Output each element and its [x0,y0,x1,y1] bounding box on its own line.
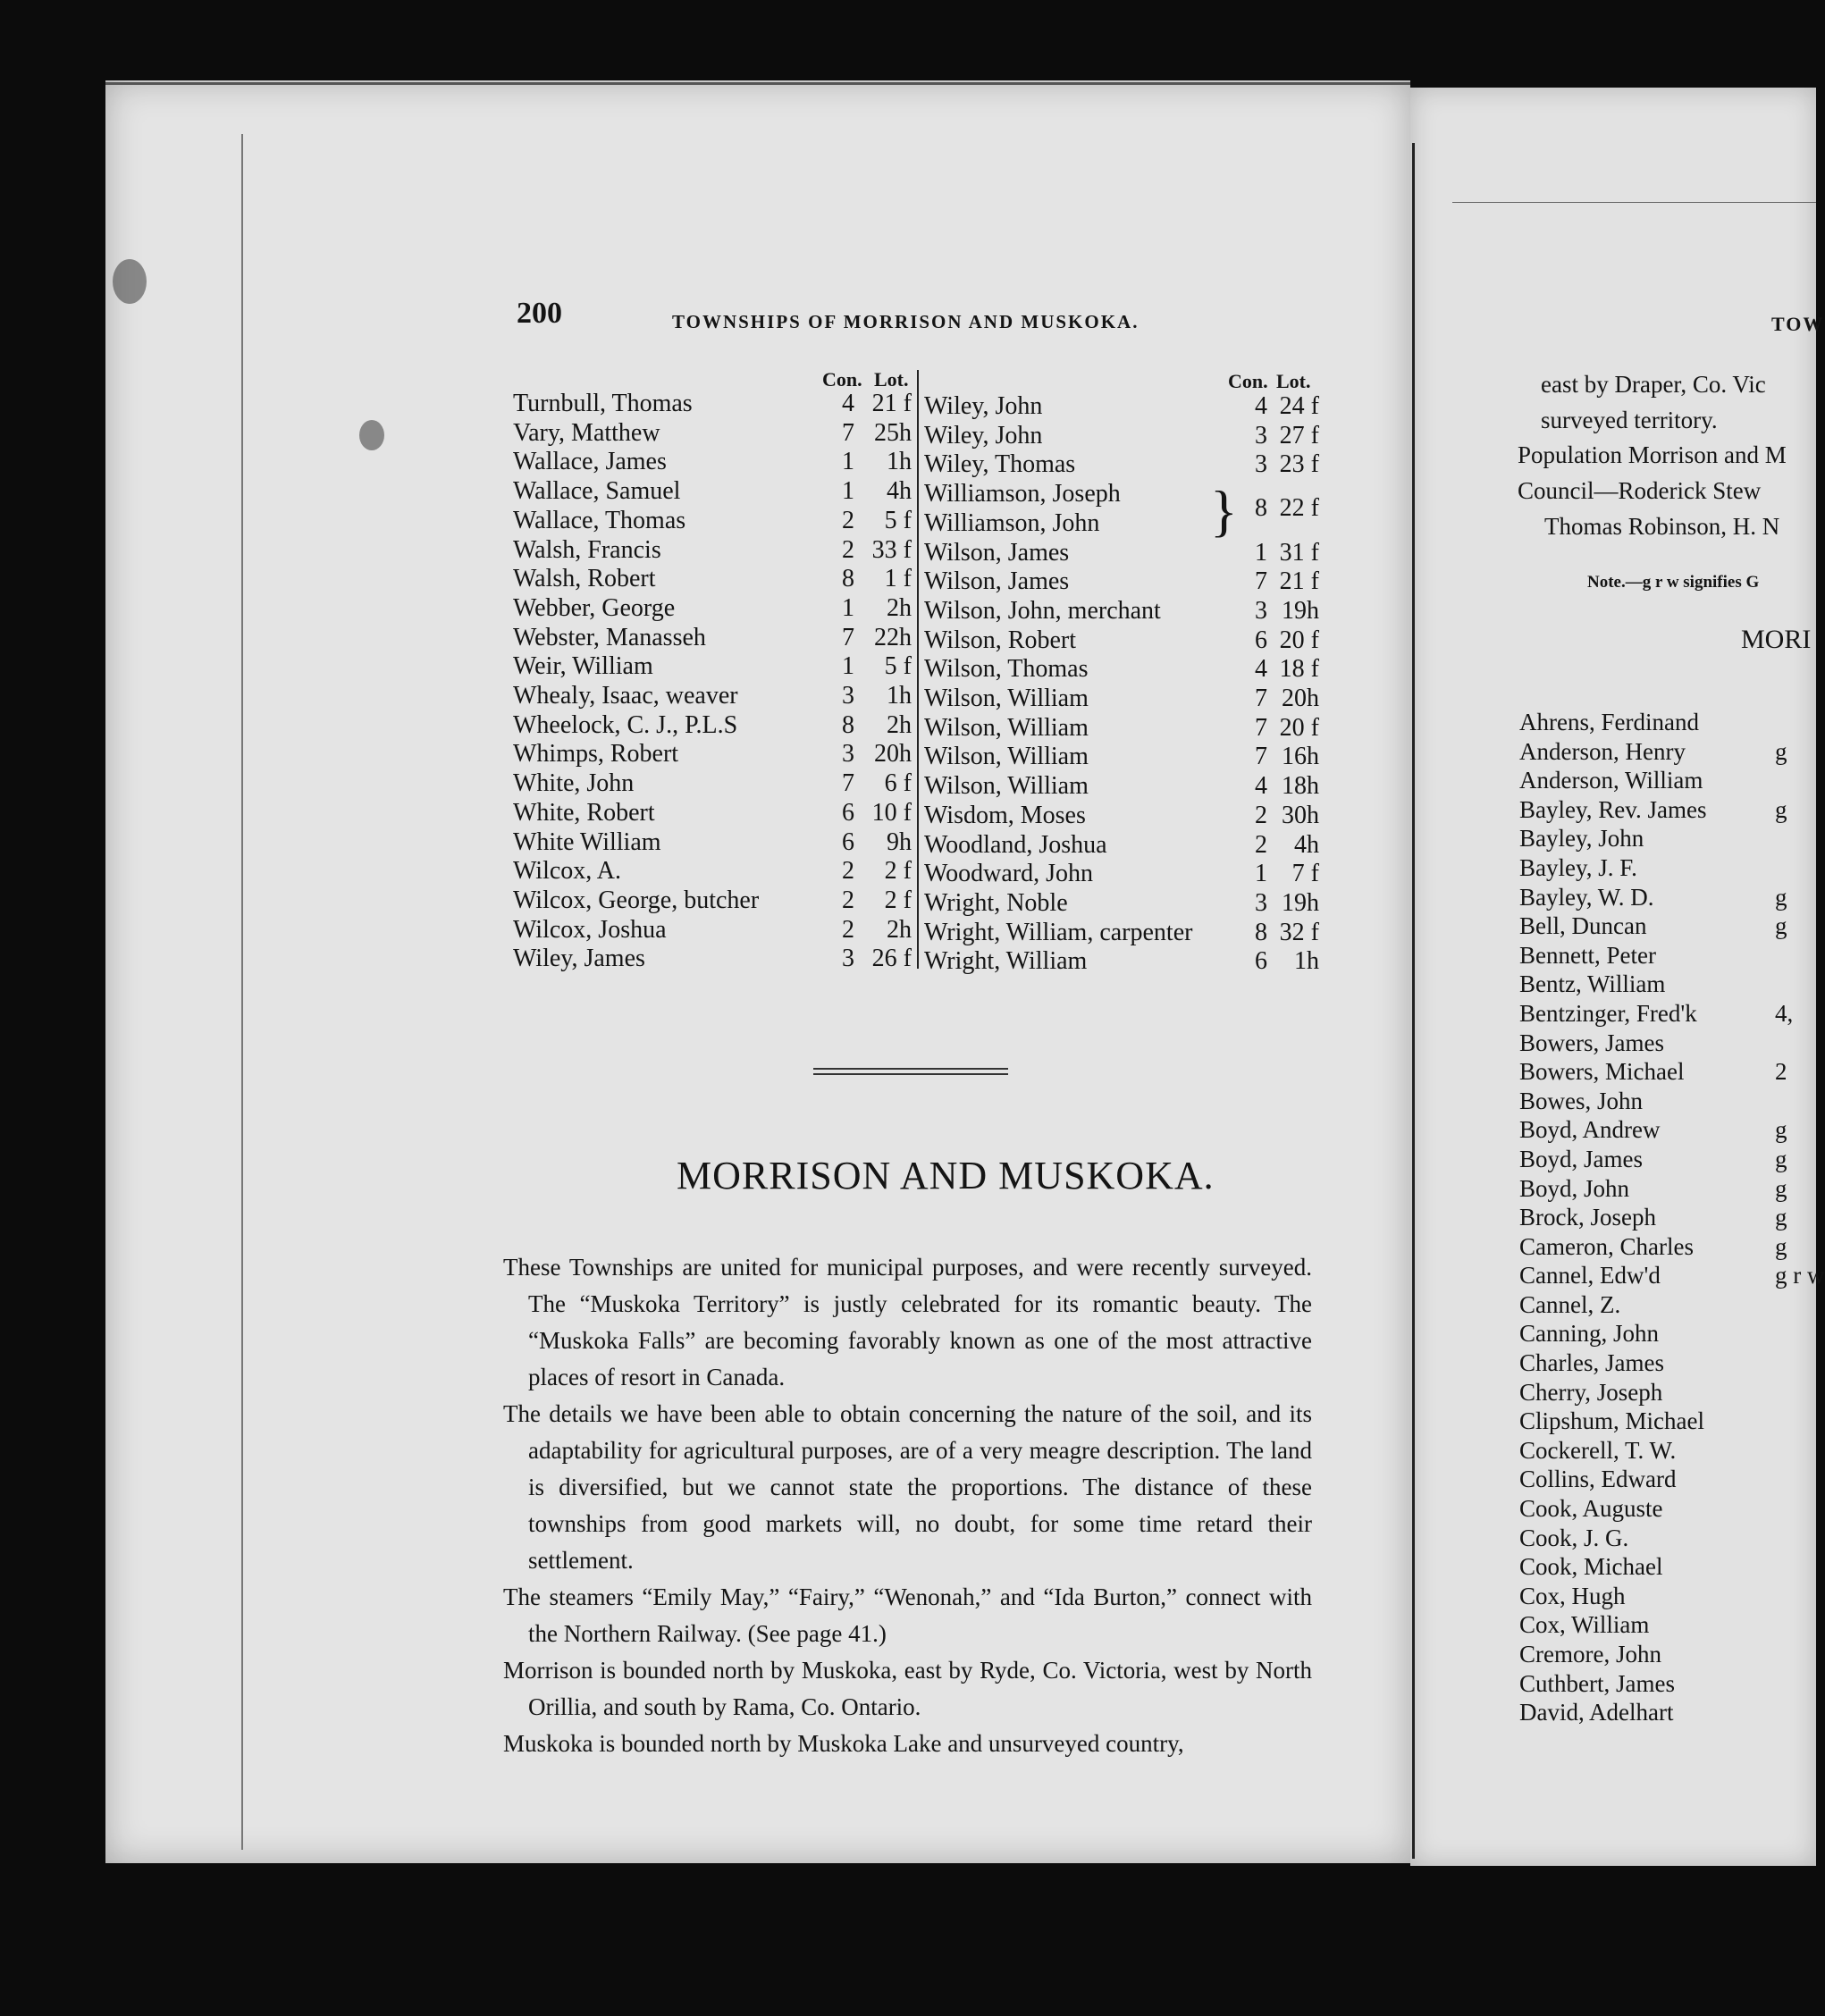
brace-symbol: } [1210,479,1238,542]
entry-lot: 9h [887,827,912,856]
entry-name: Wilcox, A. [513,857,621,886]
entry-lot: 16h [1282,743,1319,771]
list-item [1519,1290,1706,1320]
list-item [1519,1494,1706,1524]
entry-name: Webber, George [513,593,676,622]
right-section: MORI [1741,625,1812,654]
entry-name: Webster, Manasseh [513,623,706,651]
entry-lot: 20 f [1279,626,1319,654]
list-item [1519,999,1794,1029]
list-item [1519,941,1706,970]
col-header-lot-right: Lot. [1276,370,1311,392]
entry-lot: 7 f [1291,860,1319,888]
right-running-title: TOW [1771,313,1825,335]
entry-name: Wheelock, C. J., P.L.S [513,710,738,739]
col-header-lot-left: Lot. [874,368,909,391]
entry-name: Wilcox, Joshua [513,915,667,944]
entry-name: Whealy, Isaac, weaver [513,682,738,710]
body-text [503,1249,1312,1762]
list-item [1519,708,1706,737]
col-header-con-left: Con. [822,368,862,391]
list-item-name: Cox, Hugh [1519,1582,1626,1609]
entry-con: 8 [842,565,854,593]
entry-name: Wilson, William [924,685,1089,712]
entry-con: 7 [1255,713,1267,742]
page-number: 200 [517,297,562,330]
list-item-name: Cannel, Edw'd [1519,1262,1661,1289]
list-item-name: Canning, John [1519,1320,1660,1348]
entry-lot: 30h [1282,801,1319,829]
entry-name: White William [513,827,661,856]
entry-con: 6 [842,798,854,827]
list-item [1519,737,1787,767]
list-item-mark: g [1775,1116,1787,1144]
entry-lot: 2h [887,915,912,944]
entry-name: Williamson, Joseph [924,480,1121,508]
list-item-name: Bayley, J. F. [1519,853,1637,881]
list-item [1519,1029,1706,1058]
entry-name: Walsh, Francis [513,535,661,564]
entry-name: Weir, William [513,652,653,681]
list-item-name: Brock, Joseph [1519,1204,1656,1231]
entry-con: 2 [1255,801,1267,829]
smudge [113,259,147,304]
entry-name: Woodward, John [924,860,1094,888]
entry-lot: 5 f [884,652,912,681]
entry-name: Walsh, Robert [513,565,656,593]
list-item-name: Boyd, James [1519,1145,1643,1172]
double-rule [813,1068,1008,1070]
list-item [1519,1145,1787,1174]
section-heading: MORRISON AND MUSKOKA. [677,1154,1215,1197]
entry-name: Wilson, William [924,713,1089,742]
list-item [1519,911,1787,941]
list-item-name: Bayley, John [1519,825,1644,853]
list-item-name: Cremore, John [1519,1641,1661,1667]
entry-con: 1 [1255,538,1267,567]
list-item [1519,1582,1706,1611]
entry-lot: 2h [887,710,912,739]
list-item-mark: g [1775,737,1787,765]
list-item-name: Bentz, William [1519,970,1666,998]
entry-con: 2 [842,857,854,886]
list-item-name: Cherry, Joseph [1519,1378,1663,1406]
list-item [1519,1174,1787,1204]
list-item-name: Cannel, Z. [1519,1290,1621,1318]
list-item-name: Bowers, James [1519,1029,1664,1056]
entry-name: Wiley, John [924,421,1043,449]
entry-lot: 21 f [871,390,912,417]
entry-lot: 5 f [884,506,912,534]
entry-lot: 1h [887,448,912,476]
entry-con: 1 [842,652,854,681]
entry-name: Turnbull, Thomas [513,390,693,417]
entry-lot: 21 f [1279,567,1319,596]
entry-lot: 2h [887,593,912,622]
entry-lot: 31 f [1279,538,1319,567]
list-item-name: Bowes, John [1519,1087,1644,1114]
list-item-name: Collins, Edward [1519,1466,1677,1493]
entry-con: 2 [842,915,854,944]
running-title: TOWNSHIPS OF MORRISON AND MUSKOKA. [672,311,1140,332]
list-item-mark: g r w [1775,1262,1825,1289]
list-item-mark: 4, [1775,999,1794,1027]
entry-name: Wilson, William [924,772,1089,801]
right-line: Population Morrison and M [1518,441,1787,468]
entry-lot: 1h [1294,947,1319,976]
list-item-name: Bayley, W. D. [1519,883,1654,911]
entry-con: 2 [842,506,854,534]
entry-con: 1 [1255,860,1267,888]
entry-lot: 1 f [884,565,912,593]
entry-name: White, Robert [513,798,655,827]
paragraph: The details we have been able to obtain concerning the nature of the soil, and its adaptability for agricultural purposes, are of a very meagre description. The land is diversified, but we cannot state the proportions. The distance of these townships from good markets will, no doubt, for some time retard their settlement. [503,1400,1312,1574]
list-item [1519,1057,1787,1087]
right-line: east by Draper, Co. Vic [1541,371,1766,398]
entry-con: 3 [1255,421,1267,449]
entry-name: Wallace, James [513,448,667,476]
list-item-name: Anderson, William [1519,767,1703,794]
entry-con: 4 [1255,655,1267,684]
entry-name: Whimps, Robert [513,740,679,769]
entry-lot: 18 f [1279,655,1319,684]
entry-con: 7 [842,418,854,447]
entry-lot: 25h [874,418,912,447]
entry-lot: 24 f [1279,392,1319,420]
entry-con: 1 [842,593,854,622]
entry-name: Wiley, Thomas [924,450,1076,479]
entry-con: 3 [1255,888,1267,917]
list-item-mark: g [1775,1145,1787,1172]
list-item-name: Bentzinger, Fred'k [1519,999,1697,1027]
entry-con: 4 [1255,392,1267,420]
left-margin-line [241,134,243,1850]
list-item-name: Charles, James [1519,1349,1664,1377]
smudge [359,420,384,450]
list-item [1519,1465,1706,1494]
list-item [1519,1552,1706,1582]
entry-name: White, John [513,769,635,798]
entry-name: Wisdom, Moses [924,801,1086,829]
entry-con: 4 [1255,772,1267,801]
right-name-list [1519,708,1825,1727]
list-item [1519,853,1706,883]
list-item-name: Cuthbert, James [1519,1669,1675,1697]
entry-con: 6 [1255,947,1267,976]
right-line: Thomas Robinson, H. N [1544,513,1780,540]
list-item-name: Cox, William [1519,1611,1650,1639]
list-item [1519,1261,1825,1290]
entry-name: Wallace, Thomas [513,506,686,534]
list-item-name: Bayley, Rev. James [1519,795,1707,823]
list-item [1519,1610,1706,1640]
list-item [1519,1115,1787,1145]
entry-name: Wright, Noble [924,888,1068,917]
list-item [1519,970,1706,999]
entry-lot: 23 f [1279,450,1319,479]
entry-name: Wilson, William [924,743,1089,771]
column-divider [917,370,919,969]
col-header-con-right: Con. [1228,370,1268,392]
list-item-name: Boyd, John [1519,1174,1630,1202]
list-item [1519,1669,1706,1699]
list-item-name: Bowers, Michael [1519,1058,1685,1086]
list-item-mark: g [1775,1174,1787,1202]
entry-con: 7 [1255,567,1267,596]
list-item [1519,1087,1706,1116]
entry-con: 4 [842,390,854,417]
right-page-rule [1452,202,1816,203]
entry-lot: 20 f [1279,713,1319,742]
entry-con: 3 [842,740,854,769]
entry-con: 3 [1255,450,1267,479]
entry-con: 2 [842,886,854,914]
list-item-name: Cook, J. G. [1519,1524,1629,1551]
paragraph: These Townships are united for municipal purposes, and were recently surveyed. The “Muskoka Territory” is justly celebrated for its romantic beauty. The “Muskoka Falls” are becoming favorably known as one of the most attractive places of resort in Canada. [503,1254,1312,1390]
entry-name: Wright, William, carpenter [924,918,1193,946]
list-item [1519,1348,1706,1378]
entry-con: 6 [842,827,854,856]
list-item [1519,766,1706,795]
entry-lot: 20h [1282,685,1319,712]
entry-con: 7 [842,623,854,651]
right-line: Council—Roderick Stew [1518,477,1762,504]
entry-name: Wright, William [924,947,1088,976]
entry-lot: 26 f [871,945,912,973]
entry-con: 6 [1255,626,1267,654]
entry-lot: 10 f [871,798,912,827]
entry-con: 8 [842,710,854,739]
entry-con: 8 [1255,494,1267,523]
entry-con: 1 [842,477,854,506]
list-item-name: Cook, Michael [1519,1553,1663,1581]
entry-name: Woodland, Joshua [924,830,1107,859]
list-item [1519,1232,1787,1262]
list-item [1519,1640,1706,1669]
entry-name: Williamson, John [924,508,1100,537]
list-item [1519,883,1787,912]
list-item-name: Cockerell, T. W. [1519,1436,1677,1464]
list-item-name: Clipshum, Michael [1519,1407,1704,1435]
entry-name: Wilson, John, merchant [924,596,1161,625]
entry-name: Wilson, Thomas [924,655,1089,684]
right-note: Note.—g r w signifies G [1587,573,1760,592]
entry-lot: 18h [1282,772,1319,801]
entry-con: 3 [842,945,854,973]
paragraph: The steamers “Emily May,” “Fairy,” “Wenonah,” and “Ida Burton,” connect with the Northern Railway. (See page 41.) [503,1583,1312,1647]
list-item-mark: g [1775,795,1787,823]
list-item [1519,1378,1706,1407]
entry-lot: 19h [1282,888,1319,917]
list-item-mark: g [1775,1232,1787,1260]
entry-lot: 20h [874,740,912,769]
list-item-name: David, Adelhart [1519,1699,1674,1726]
entry-lot: 2 f [884,857,912,886]
entry-name: Wallace, Samuel [513,477,681,506]
paragraph: Morrison is bounded north by Muskoka, east by Ryde, Co. Victoria, west by North Orillia, and south by Rama, Co. Ontario. [503,1657,1312,1720]
entry-name: Wiley, James [513,945,645,973]
double-rule [813,1073,1008,1075]
entry-con: 2 [1255,830,1267,859]
entry-lot: 4h [887,477,912,506]
entry-con: 3 [842,682,854,710]
entry-name: Vary, Matthew [513,418,660,447]
list-item-mark: g [1775,1204,1787,1231]
list-item [1519,1407,1706,1436]
list-item [1519,1319,1706,1348]
list-item-name: Anderson, Henry [1519,737,1686,765]
entry-lot: 33 f [871,535,912,564]
list-item [1519,795,1787,825]
list-item [1519,1698,1706,1727]
entry-lot: 2 f [884,886,912,914]
list-item-mark: g [1775,912,1787,940]
entry-con: 3 [1255,596,1267,625]
list-item-mark: 2 [1775,1058,1787,1086]
paragraph: Muskoka is bounded north by Muskoka Lake and unsurveyed country, [503,1730,1184,1757]
entry-name: Wiley, John [924,392,1043,420]
entry-lot: 22h [874,623,912,651]
entry-name: Wilson, James [924,538,1070,567]
entry-name: Wilcox, George, butcher [513,886,760,914]
list-item-name: Cook, Auguste [1519,1495,1663,1523]
entry-lot: 22 f [1279,494,1319,523]
list-item-name: Boyd, Andrew [1519,1116,1661,1144]
list-item-name: Bennett, Peter [1519,941,1656,969]
list-item-name: Bell, Duncan [1519,912,1647,940]
entry-lot: 6 f [884,769,912,798]
list-item-name: Cameron, Charles [1519,1232,1694,1260]
entry-name: Wilson, Robert [924,626,1076,654]
entry-name: Wilson, James [924,567,1070,596]
list-item-mark: g [1775,883,1787,911]
entry-lot: 27 f [1279,421,1319,449]
entry-lot: 1h [887,682,912,710]
gutter-line [1412,143,1415,1859]
entry-con: 2 [842,535,854,564]
list-item [1519,1436,1706,1466]
entry-con: 7 [842,769,854,798]
list-item [1519,1203,1787,1232]
entry-con: 7 [1255,743,1267,771]
right-line: surveyed territory. [1541,407,1718,433]
entry-con: 8 [1255,918,1267,946]
entry-lot: 19h [1282,596,1319,625]
entry-lot: 32 f [1279,918,1319,946]
list-item-name: Ahrens, Ferdinand [1519,709,1699,735]
page-top-edge [105,82,1410,85]
entry-con: 1 [842,448,854,476]
list-item [1519,824,1706,853]
entry-lot: 4h [1294,830,1319,859]
entry-con: 7 [1255,685,1267,712]
list-item [1519,1524,1706,1553]
